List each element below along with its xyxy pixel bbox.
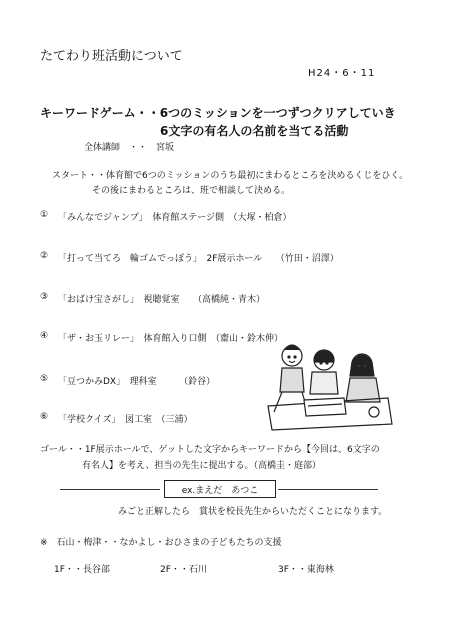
mission-item: 「豆つかみDX」 理科室 （鈴谷）	[58, 377, 216, 387]
start-line-2: その後にまわるところは、班で相談して決める。	[92, 186, 291, 196]
mission-item: 「みんなでジャンプ」 体育館ステージ側 （大塚・柏倉）	[58, 213, 292, 223]
item-number: ①	[40, 210, 49, 220]
item-number: ③	[40, 292, 49, 302]
floor-assignment: 1F・・長谷部	[54, 565, 110, 575]
item-number: ⑥	[40, 412, 49, 422]
goal-line-1: ゴール・・1F展示ホールで、ゲットした文字からキーワードから【今回は、6文字の	[40, 445, 380, 455]
floor-assignment: 3F・・東海林	[278, 565, 334, 575]
item-number: ⑤	[40, 374, 49, 384]
floor-assignment: 2F・・石川	[160, 565, 207, 575]
support-note: ※ 石山・梅津・・なかよし・おひさまの子どもたちの支援	[40, 538, 282, 548]
mission-item: 「打って当てろ 輪ゴムでっぽう」 2F展示ホール （竹田・沼澤）	[58, 254, 339, 264]
item-number: ②	[40, 251, 49, 261]
mission-item: 「おばけ宝さがし」 視聴覚室 （高橋純・青木）	[58, 295, 266, 305]
goal-line-2: 有名人】を考え、担当の先生に提出する。（高橋圭・庭部）	[82, 461, 322, 471]
example-box: ex.まえだ あつこ	[164, 480, 276, 498]
children-illustration	[264, 336, 394, 432]
heading-line-1: キーワードゲーム・・6つのミッションを一つずつクリアしていき	[40, 106, 396, 120]
divider-left	[60, 489, 160, 490]
date: H24・6・11	[308, 68, 376, 79]
lead-teacher: 全体講師 ・・ 宮坂	[84, 143, 175, 153]
mission-item: 「ザ・お玉リレー」 体育館入り口側 （齋山・鈴木伸）	[58, 334, 284, 344]
start-line-1: スタート・・体育館で6つのミッションのうち最初にまわるところを決めるくじをひく。	[52, 171, 409, 181]
mission-item: 「学校クイズ」 図工室 （三浦）	[58, 415, 193, 425]
page-title: たてわり班活動について	[40, 49, 183, 64]
prize-note: みごと正解したら 賞状を校長先生からいただくことになります。	[118, 507, 388, 517]
heading-line-2: 6文字の有名人の名前を当てる活動	[160, 124, 349, 138]
divider-right	[278, 489, 378, 490]
item-number: ④	[40, 331, 49, 341]
